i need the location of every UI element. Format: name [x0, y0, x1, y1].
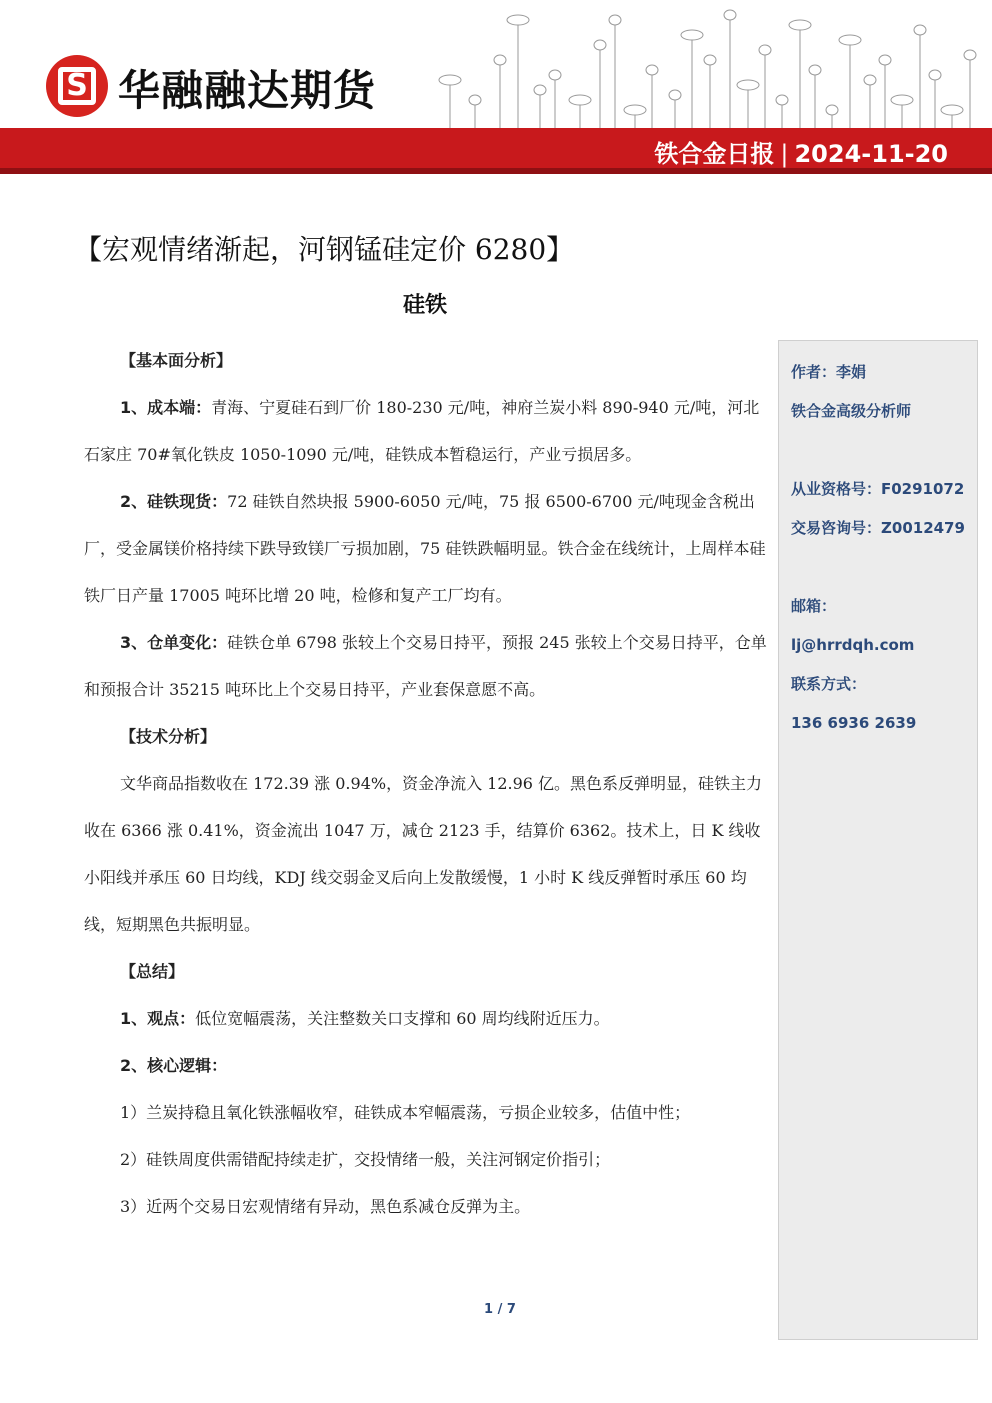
- decor-bubble: [891, 95, 913, 105]
- decor-bubble: [929, 70, 941, 80]
- decor-bubble: [704, 55, 716, 65]
- report-tag: [654, 134, 948, 169]
- decor-bubble: [646, 65, 658, 75]
- decor-bubble: [681, 30, 703, 40]
- page-number: 1 / 7: [484, 1302, 516, 1317]
- author-role: 铁合金高级分析师: [791, 402, 912, 420]
- spacer: [791, 548, 977, 587]
- summary-view: [84, 995, 768, 1042]
- author-name: 作者：李娟: [791, 363, 867, 381]
- decor-bubble: [914, 25, 926, 35]
- decor-bubble: [964, 50, 976, 60]
- item-text: 青海、宁夏硅石到厂价 180-230 元/吨，神府兰炭小料 890-940 元/吨，河北石家庄 70#氧化铁皮 1050-1090 元/吨，硅铁成本暂稳运行，产业亏损居多。: [84, 398, 760, 464]
- qualification-number: 从业资格号：F0291072: [791, 480, 965, 498]
- decor-bubble: [594, 40, 606, 50]
- consult-number: 交易咨询号：Z0012479: [791, 519, 965, 537]
- decor-bubble: [789, 20, 811, 30]
- decor-bubble: [669, 90, 681, 100]
- company-logo: [46, 55, 108, 117]
- section-heading-summary: 【总结】: [120, 962, 185, 981]
- decor-bubble: [879, 55, 891, 65]
- decor-bubble: [469, 95, 481, 105]
- logo-glyph: S: [58, 67, 96, 105]
- view-text: 低位宽幅震荡，关注整数关口支撑和 60 周均线附近压力。: [195, 1009, 610, 1028]
- view-label: 1、观点：: [120, 1009, 196, 1028]
- item-text: 72 硅铁自然块报 5900-6050 元/吨，75 报 6500-6700 元/吨现金含税出厂，受金属镁价格持续下跌导致镁厂亏损加剧，75 硅铁跌幅明显。铁合金在线统计，上周样本硅铁厂日产量 17005 吨环比增 20 吨，检修和复产工厂均有。: [84, 492, 766, 605]
- decor-bubble: [624, 105, 646, 115]
- item-label: 3、仓单变化：: [120, 633, 228, 652]
- fundamental-item: [84, 619, 768, 713]
- report-type: 铁合金日报: [654, 140, 775, 168]
- fundamental-item: [84, 384, 768, 478]
- logic-label: 2、核心逻辑：: [120, 1056, 228, 1075]
- decor-bubble: [809, 65, 821, 75]
- decor-bubble: [534, 85, 546, 95]
- contact-label: 联系方式：: [791, 675, 867, 693]
- decor-bubble: [609, 15, 621, 25]
- decor-bubble: [839, 35, 861, 45]
- email-label: 邮箱：: [791, 597, 837, 615]
- report-date: 2024-11-20: [794, 140, 948, 168]
- main-content: [84, 337, 768, 1230]
- section-heading-technical: 【技术分析】: [120, 727, 217, 746]
- summary-logic-heading: [84, 1042, 768, 1089]
- decor-bubble: [737, 80, 759, 90]
- decor-bubble: [439, 75, 461, 85]
- decor-bubble: [776, 95, 788, 105]
- decor-bubble: [507, 15, 529, 25]
- decor-bubble: [724, 10, 736, 20]
- section-heading-fundamental: 【基本面分析】: [120, 351, 233, 370]
- decor-bubble: [569, 95, 591, 105]
- decorative-lollipop-pattern: [430, 0, 992, 130]
- author-sidebar: [778, 340, 978, 1340]
- decor-bubble: [864, 75, 876, 85]
- company-name: 华融融达期货: [118, 66, 377, 115]
- item-label: 2、硅铁现货：: [120, 492, 228, 511]
- decor-bubble: [759, 45, 771, 55]
- phone-number: 136 6936 2639: [791, 714, 917, 732]
- decor-bubble: [549, 70, 561, 80]
- divider: |: [780, 140, 789, 168]
- logic-item: 1）兰炭持稳且氧化铁涨幅收窄，硅铁成本窄幅震荡，亏损企业较多，估值中性；: [120, 1103, 691, 1122]
- item-label: 1、成本端：: [120, 398, 212, 417]
- decor-bubble: [941, 105, 963, 115]
- logic-item: 2）硅铁周度供需错配持续走扩，交投情绪一般，关注河钢定价指引；: [120, 1150, 611, 1169]
- email-address[interactable]: lj@hrrdqh.com: [791, 636, 915, 654]
- spacer: [791, 431, 977, 470]
- item-text: 硅铁仓单 6798 张较上个交易日持平，预报 245 张较上个交易日持平，仓单和预报合计 35215 吨环比上个交易日持平，产业套保意愿不高。: [84, 633, 767, 699]
- report-title: 【宏观情绪渐起，河钢锰硅定价 6280】: [74, 233, 575, 266]
- technical-text: 文华商品指数收在 172.39 涨 0.94%，资金净流入 12.96 亿。黑色系反弹明显，硅铁主力收在 6366 涨 0.41%，资金流出 1047 万，减仓 2123 手，结算价 6362。技术上，日 K 线收小阳线并承压 60 日均线，KDJ 线交弱金叉后向上发散缓慢，1 小时 K 线反弹暂时承压 60 均线，短期黑色共振明显。: [84, 774, 763, 934]
- page-header: [0, 0, 992, 176]
- report-subtitle: 硅铁: [402, 293, 447, 318]
- fundamental-item: [84, 478, 768, 619]
- decor-bubble: [826, 105, 838, 115]
- decor-bubble: [494, 55, 506, 65]
- logic-item: 3）近两个交易日宏观情绪有异动，黑色系减仓反弹为主。: [120, 1197, 531, 1216]
